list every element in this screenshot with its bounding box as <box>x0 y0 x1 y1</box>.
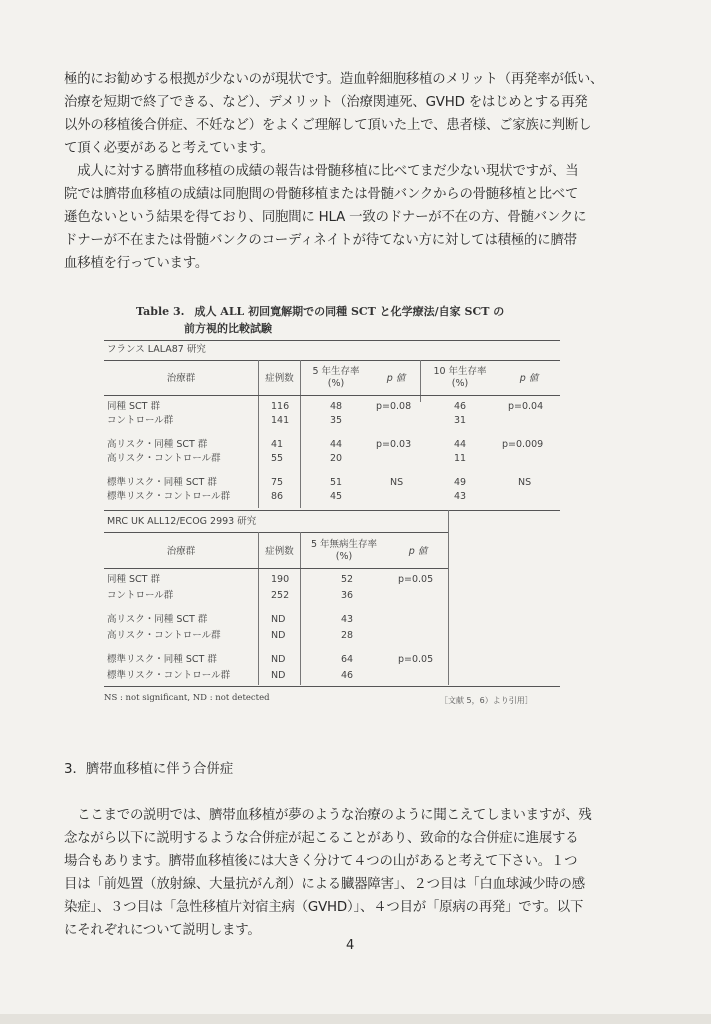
row-surv5: 20 <box>330 453 343 464</box>
table-caption-line-1: 成人 ALL 初回寛解期での同種 SCT と化学療法/自家 SCT の <box>194 305 505 318</box>
row-group: 標準リスク・同種 SCT 群 <box>107 654 217 665</box>
text-line: 院では臍帯血移植の成績は同胞間の骨髄移植または骨髄バンクからの骨髄移植と比べて <box>64 187 579 202</box>
text-line: 以外の移植後合併症、不妊など）をよくご理解して頂いた上で、患者様、ご家族に判断し <box>64 118 592 133</box>
header-efs5-unit: (%) <box>335 551 353 562</box>
header-surv10-unit: (%) <box>451 378 469 389</box>
row-efs5: 64 <box>341 654 354 665</box>
row-group: 高リスク・同種 SCT 群 <box>107 439 208 450</box>
row-group: 標準リスク・コントロール群 <box>107 491 231 502</box>
table-footnote: NS : not significant, ND : not detected <box>104 693 270 703</box>
text-line: 成人に対する臍帯血移植の成績の報告は骨髄移植に比べてまだ少ない現状ですが、当 <box>64 164 579 179</box>
row-p2: p=0.04 <box>508 401 544 412</box>
header-surv5-unit: (%) <box>327 378 345 389</box>
row-group: 同種 SCT 群 <box>107 574 161 585</box>
text-line: 遜色ないという結果を得ており、同胞間に HLA 一致のドナーが不在の方、骨髄バンクに <box>64 210 587 225</box>
table-rule <box>104 568 448 569</box>
page-bottom-edge <box>0 1014 711 1024</box>
row-efs5: 28 <box>341 630 354 641</box>
row-surv5: 51 <box>330 477 343 488</box>
row-surv5: 44 <box>330 439 343 450</box>
table-rule <box>104 395 560 396</box>
row-surv5: 48 <box>330 401 343 412</box>
table-caption-label: Table 3. <box>136 305 185 318</box>
table-rule <box>104 686 560 687</box>
row-efs5: 43 <box>341 614 354 625</box>
row-group: コントロール群 <box>107 415 174 426</box>
header-n: 症例数 <box>265 373 294 384</box>
row-efs5: 36 <box>341 590 354 601</box>
text-line: 念ながら以下に説明するような合併症が起こることがあり、致命的な合併症に進展する <box>64 831 579 846</box>
header-surv5: 5 年生存率 <box>312 366 360 377</box>
row-group: コントロール群 <box>107 590 174 601</box>
text-line: 染症」、３つ目は「急性移植片対宿主病（GVHD）」、４つ目が「原病の再発」です。以下 <box>64 900 584 915</box>
row-n: 75 <box>271 477 284 488</box>
text-line: て頂く必要があると考えています。 <box>64 141 274 156</box>
row-surv10: 43 <box>454 491 467 502</box>
header-efs5: 5 年無病生存率 <box>310 539 378 550</box>
row-n: ND <box>271 630 286 641</box>
row-surv5: 45 <box>330 491 343 502</box>
row-surv10: 49 <box>454 477 467 488</box>
row-group: 高リスク・コントロール群 <box>107 453 221 464</box>
text-line: ここまでの説明では、臍帯血移植が夢のような治療のように聞こえてしまいますが、残 <box>64 808 592 823</box>
text-line: 場合もあります。臍帯血移植後には大きく分けて４つの山があると考えて下さい。１つ <box>64 854 578 869</box>
row-surv5: 35 <box>330 415 343 426</box>
row-n: 190 <box>271 574 290 585</box>
text-line: にそれぞれについて説明します。 <box>64 923 261 938</box>
row-p1: NS <box>390 477 404 488</box>
study2-title: MRC UK ALL12/ECOG 2993 研究 <box>107 516 257 527</box>
study1-title: フランス LALA87 研究 <box>107 344 206 355</box>
row-n: ND <box>271 654 286 665</box>
row-p1: p=0.03 <box>376 439 412 450</box>
paragraph-3 <box>64 804 652 942</box>
row-group: 同種 SCT 群 <box>107 401 161 412</box>
table-source: ［文献 5，6）より引用］ <box>440 696 533 705</box>
row-surv10: 44 <box>454 439 467 450</box>
table-rule <box>104 510 560 511</box>
row-p2: NS <box>518 477 532 488</box>
table-rule <box>104 340 560 341</box>
row-n: 141 <box>271 415 290 426</box>
header-p1: p 値 <box>386 373 406 384</box>
paragraph-1 <box>64 68 652 160</box>
row-surv10: 31 <box>454 415 467 426</box>
row-n: ND <box>271 614 286 625</box>
header-n: 症例数 <box>265 546 294 557</box>
row-n: ND <box>271 670 286 681</box>
table-caption <box>136 303 576 337</box>
row-n: 86 <box>271 491 284 502</box>
row-p: p=0.05 <box>398 654 434 665</box>
row-n: 252 <box>271 590 290 601</box>
header-surv10: 10 年生存率 <box>433 366 487 377</box>
row-efs5: 52 <box>341 574 354 585</box>
text-line: 血移植を行っています。 <box>64 256 209 271</box>
header-group: 治療群 <box>166 373 196 384</box>
row-n: 116 <box>271 401 290 412</box>
row-group: 標準リスク・コントロール群 <box>107 670 231 681</box>
text-line: ドナーが不在または骨髄バンクのコーディネイトが待てない方に対しては積極的に臍帯 <box>64 233 577 248</box>
row-group: 高リスク・同種 SCT 群 <box>107 614 208 625</box>
section-heading: 3．臍帯血移植に伴う合併症 <box>64 762 234 777</box>
row-p1: p=0.08 <box>376 401 412 412</box>
column-divider <box>448 510 449 685</box>
table-rule <box>104 532 448 533</box>
row-p2: p=0.009 <box>502 439 544 450</box>
header-p2: p 値 <box>519 373 539 384</box>
row-surv10: 46 <box>454 401 467 412</box>
page-number: 4 <box>346 938 355 953</box>
text-line: 極的にお勧めする根拠が少ないのが現状です。造血幹細胞移植のメリット（再発率が低い、 <box>64 72 604 87</box>
row-p: p=0.05 <box>398 574 434 585</box>
row-n: 41 <box>271 439 284 450</box>
text-line: 治療を短期で終了できる、など）、デメリット（治療関連死、GVHD をはじめとする再発 <box>64 95 588 110</box>
paragraph-2 <box>64 160 652 275</box>
row-efs5: 46 <box>341 670 354 681</box>
table-caption-line-2: 前方視的比較試験 <box>184 322 272 335</box>
header-p: p 値 <box>408 546 428 557</box>
header-group: 治療群 <box>166 546 196 557</box>
row-surv10: 11 <box>454 453 467 464</box>
row-group: 高リスク・コントロール群 <box>107 630 221 641</box>
row-n: 55 <box>271 453 284 464</box>
table-rule <box>104 360 560 361</box>
row-group: 標準リスク・同種 SCT 群 <box>107 477 217 488</box>
text-line: 目は「前処置（放射線、大量抗がん剤）による臓器障害」、２つ目は「白血球減少時の感 <box>64 877 585 892</box>
